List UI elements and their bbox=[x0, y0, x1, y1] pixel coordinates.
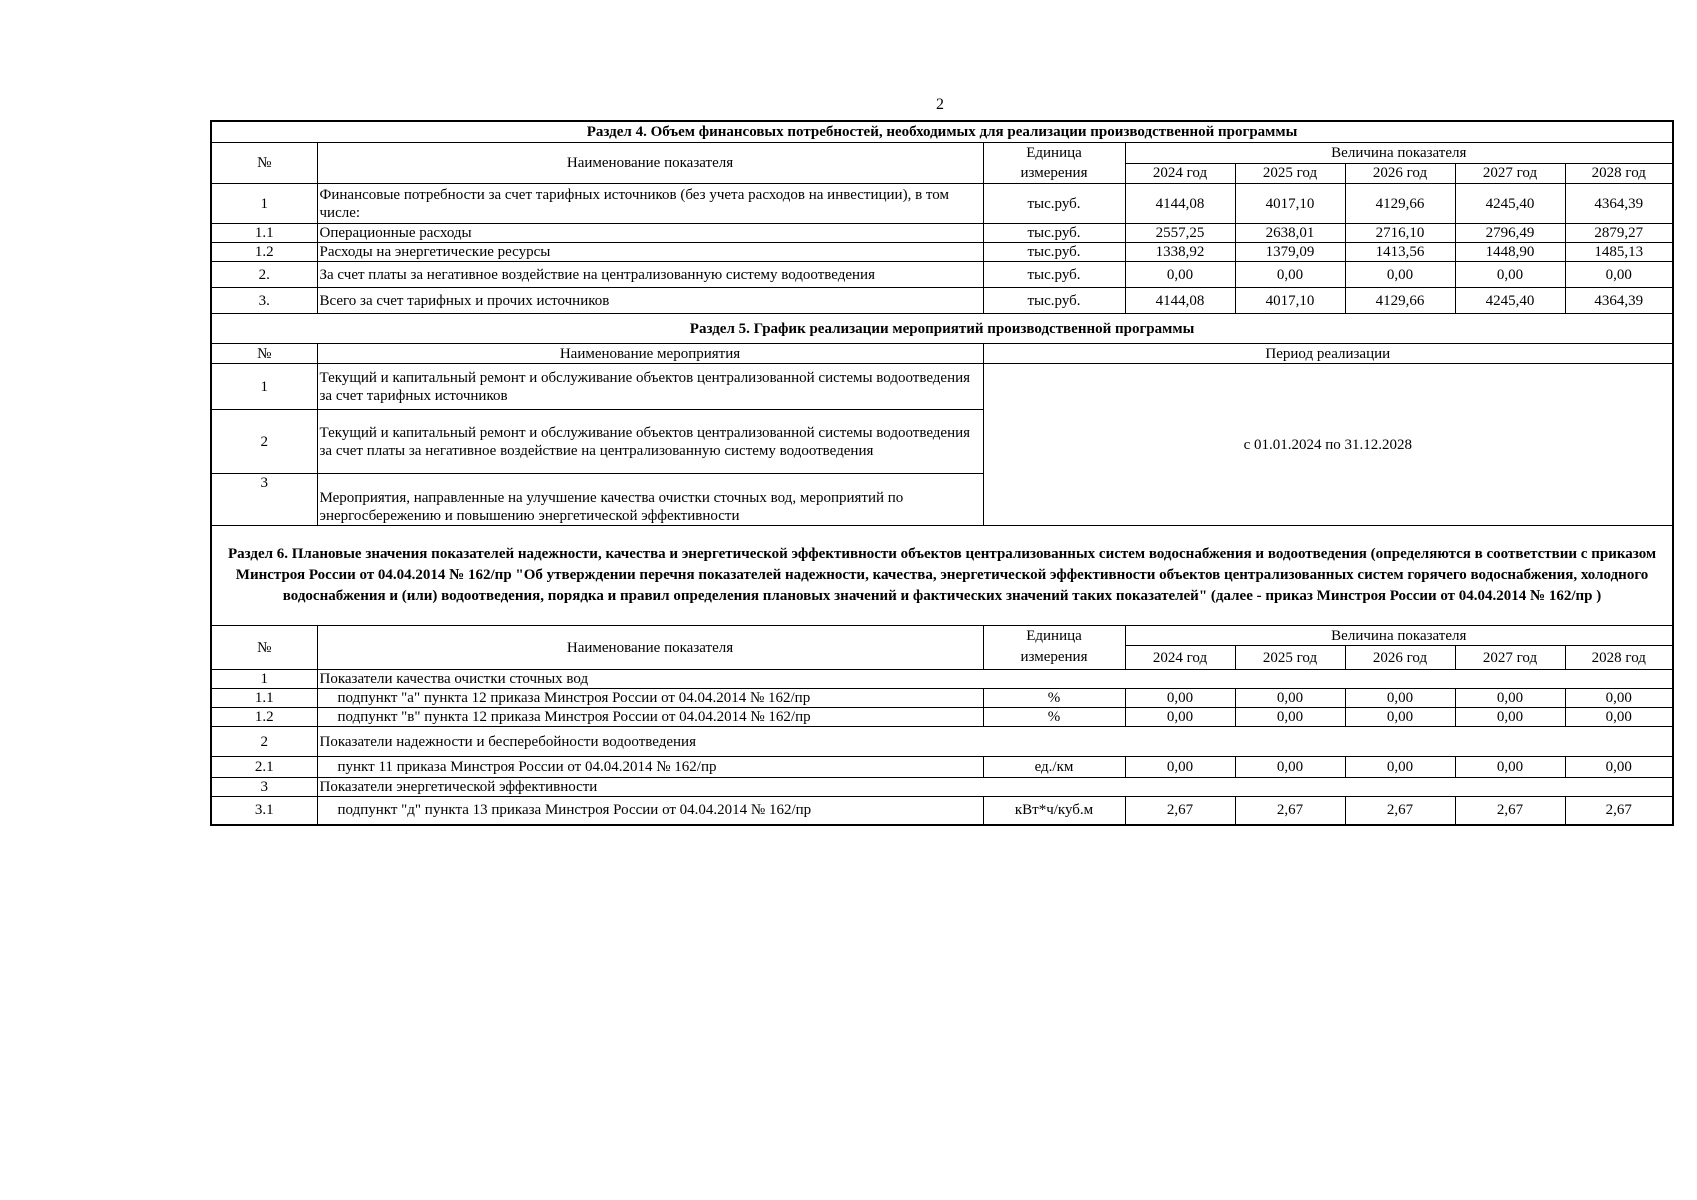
row-name: Финансовые потребности за счет тарифных источников (без учета расходов на инвестиции), в том числе: bbox=[317, 184, 983, 224]
row-value-2025: 0,00 bbox=[1235, 689, 1345, 708]
section6-group-2 bbox=[211, 727, 1673, 757]
row-value-2028: 4364,39 bbox=[1565, 184, 1673, 224]
row-name: подпункт "а" пункта 12 приказа Минстроя России от 04.04.2014 № 162/пр bbox=[317, 689, 983, 708]
row-value-2027: 1448,90 bbox=[1455, 243, 1565, 262]
row-value-2026: 2716,10 bbox=[1345, 224, 1455, 243]
row-name: За счет платы за негативное воздействие на централизованную систему водоотведения bbox=[317, 262, 983, 288]
section6-row-1-2 bbox=[211, 708, 1673, 727]
row-value-2027: 0,00 bbox=[1455, 757, 1565, 778]
row-value-2024: 0,00 bbox=[1125, 689, 1235, 708]
row-name: Текущий и капитальный ремонт и обслуживание объектов централизованной системы водоотведения за счет тарифных источников bbox=[317, 364, 983, 410]
row-name: подпункт "д" пункта 13 приказа Минстроя России от 04.04.2014 № 162/пр bbox=[317, 797, 983, 825]
section5-header-period: Период реализации bbox=[983, 344, 1673, 364]
section6-header-unit-2: измерения bbox=[983, 646, 1125, 670]
row-value-2024: 2,67 bbox=[1125, 797, 1235, 825]
section6-group-1 bbox=[211, 670, 1673, 689]
row-value-2028: 2,67 bbox=[1565, 797, 1673, 825]
document-body bbox=[210, 120, 1672, 826]
row-value-2024: 0,00 bbox=[1125, 757, 1235, 778]
row-value-2026: 0,00 bbox=[1345, 262, 1455, 288]
row-value-2028: 2879,27 bbox=[1565, 224, 1673, 243]
section5-title: Раздел 5. График реализации мероприятий производственной программы bbox=[211, 314, 1673, 344]
row-name: Показатели качества очистки сточных вод bbox=[317, 670, 1673, 689]
section6-header-unit-1: Единица bbox=[983, 626, 1125, 646]
row-value-2025: 4017,10 bbox=[1235, 184, 1345, 224]
row-num: 1 bbox=[211, 670, 317, 689]
section4-header-num: № bbox=[211, 143, 317, 184]
row-num: 1 bbox=[211, 364, 317, 410]
section6-year-2025: 2025 год bbox=[1235, 646, 1345, 670]
section4-year-2027: 2027 год bbox=[1455, 163, 1565, 184]
row-num: 3 bbox=[211, 474, 317, 526]
row-value-2027: 0,00 bbox=[1455, 689, 1565, 708]
section6-header-num: № bbox=[211, 626, 317, 670]
row-num: 3. bbox=[211, 288, 317, 314]
row-value-2025: 2638,01 bbox=[1235, 224, 1345, 243]
row-num: 2.1 bbox=[211, 757, 317, 778]
row-value-2024: 4144,08 bbox=[1125, 288, 1235, 314]
row-num: 3.1 bbox=[211, 797, 317, 825]
section4-year-2028: 2028 год bbox=[1565, 163, 1673, 184]
row-name: подпункт "в" пункта 12 приказа Минстроя России от 04.04.2014 № 162/пр bbox=[317, 708, 983, 727]
row-value-2025: 2,67 bbox=[1235, 797, 1345, 825]
section4-title-row bbox=[211, 121, 1673, 143]
row-num: 2 bbox=[211, 410, 317, 474]
section4-year-2026: 2026 год bbox=[1345, 163, 1455, 184]
row-unit: тыс.руб. bbox=[983, 288, 1125, 314]
row-value-2024: 0,00 bbox=[1125, 262, 1235, 288]
section6-year-2028: 2028 год bbox=[1565, 646, 1673, 670]
row-unit: ед./км bbox=[983, 757, 1125, 778]
section4-row-2 bbox=[211, 262, 1673, 288]
row-num: 1.2 bbox=[211, 708, 317, 727]
row-value-2027: 0,00 bbox=[1455, 708, 1565, 727]
section4-header-unit-1: Единица bbox=[983, 143, 1125, 164]
section6-year-2024: 2024 год bbox=[1125, 646, 1235, 670]
row-value-2027: 2,67 bbox=[1455, 797, 1565, 825]
row-value-2028: 0,00 bbox=[1565, 689, 1673, 708]
section5-header-name: Наименование мероприятия bbox=[317, 344, 983, 364]
row-value-2026: 0,00 bbox=[1345, 689, 1455, 708]
row-value-2026: 0,00 bbox=[1345, 708, 1455, 727]
section4-year-2024: 2024 год bbox=[1125, 163, 1235, 184]
row-value-2028: 4364,39 bbox=[1565, 288, 1673, 314]
section6-header-value: Величина показателя bbox=[1125, 626, 1673, 646]
row-value-2027: 2796,49 bbox=[1455, 224, 1565, 243]
row-num: 3 bbox=[211, 778, 317, 797]
row-value-2027: 4245,40 bbox=[1455, 184, 1565, 224]
section6-title: Раздел 6. Плановые значения показателей надежности, качества и энергетической эффективности объектов централизованных систем водоснабжения и водоотведения (определяются в соответствии с приказом Минстроя России от 04.04.2014 № 162/пр "Об утверждении перечня показателей надежности, качества, энергетической эффективности объектов централизованных систем горячего водоснабжения, холодного водоснабжения и (или) водоотведения, порядка и правил определения плановых значений и фактических значений таких показателей" (далее - приказ Минстроя России от 04.04.2014 № 162/пр ) bbox=[211, 526, 1673, 626]
row-name: Всего за счет тарифных и прочих источников bbox=[317, 288, 983, 314]
row-unit: тыс.руб. bbox=[983, 243, 1125, 262]
row-unit: кВт*ч/куб.м bbox=[983, 797, 1125, 825]
row-value-2025: 0,00 bbox=[1235, 708, 1345, 727]
row-num: 1.2 bbox=[211, 243, 317, 262]
section6-year-2026: 2026 год bbox=[1345, 646, 1455, 670]
section6-header-name: Наименование показателя bbox=[317, 626, 983, 670]
section5-title-row bbox=[211, 314, 1673, 344]
row-num: 2. bbox=[211, 262, 317, 288]
section4-title: Раздел 4. Объем финансовых потребностей, необходимых для реализации производственной программы bbox=[211, 121, 1673, 143]
row-value-2026: 0,00 bbox=[1345, 757, 1455, 778]
row-value-2024: 1338,92 bbox=[1125, 243, 1235, 262]
section4-header-unit-2: измерения bbox=[983, 163, 1125, 184]
row-num: 2 bbox=[211, 727, 317, 757]
row-name: Показатели надежности и бесперебойности водоотведения bbox=[317, 727, 1673, 757]
row-value-2026: 4129,66 bbox=[1345, 288, 1455, 314]
section4-header-row bbox=[211, 143, 1673, 164]
section4-header-value: Величина показателя bbox=[1125, 143, 1673, 164]
section6-header-row bbox=[211, 626, 1673, 646]
section6-row-1-1 bbox=[211, 689, 1673, 708]
row-value-2025: 0,00 bbox=[1235, 262, 1345, 288]
section4-row-1-2 bbox=[211, 243, 1673, 262]
row-name: Расходы на энергетические ресурсы bbox=[317, 243, 983, 262]
row-name: Мероприятия, направленные на улучшение качества очистки сточных вод, мероприятий по энергосбережению и повышению энергетической эффективности bbox=[317, 474, 983, 526]
row-unit: тыс.руб. bbox=[983, 262, 1125, 288]
section4-year-2025: 2025 год bbox=[1235, 163, 1345, 184]
row-value-2025: 0,00 bbox=[1235, 757, 1345, 778]
section5-row-1 bbox=[211, 364, 1673, 410]
row-name: Текущий и капитальный ремонт и обслуживание объектов централизованной системы водоотведения за счет платы за негативное воздействие на централизованную систему водоотведения bbox=[317, 410, 983, 474]
row-value-2024: 2557,25 bbox=[1125, 224, 1235, 243]
row-value-2027: 0,00 bbox=[1455, 262, 1565, 288]
row-value-2026: 1413,56 bbox=[1345, 243, 1455, 262]
row-value-2025: 1379,09 bbox=[1235, 243, 1345, 262]
row-value-2028: 1485,13 bbox=[1565, 243, 1673, 262]
row-value-2026: 2,67 bbox=[1345, 797, 1455, 825]
row-value-2025: 4017,10 bbox=[1235, 288, 1345, 314]
row-unit: % bbox=[983, 708, 1125, 727]
section4-row-1 bbox=[211, 184, 1673, 224]
program-table bbox=[210, 120, 1674, 826]
row-value-2026: 4129,66 bbox=[1345, 184, 1455, 224]
section5-period-value: с 01.01.2024 по 31.12.2028 bbox=[983, 364, 1673, 526]
row-num: 1 bbox=[211, 184, 317, 224]
section5-header-num: № bbox=[211, 344, 317, 364]
row-name: пункт 11 приказа Минстроя России от 04.04.2014 № 162/пр bbox=[317, 757, 983, 778]
row-num: 1.1 bbox=[211, 689, 317, 708]
row-value-2024: 0,00 bbox=[1125, 708, 1235, 727]
row-value-2024: 4144,08 bbox=[1125, 184, 1235, 224]
row-value-2028: 0,00 bbox=[1565, 708, 1673, 727]
row-name: Операционные расходы bbox=[317, 224, 983, 243]
section6-row-3-1 bbox=[211, 797, 1673, 825]
row-unit: тыс.руб. bbox=[983, 224, 1125, 243]
section5-header-row bbox=[211, 344, 1673, 364]
row-value-2028: 0,00 bbox=[1565, 757, 1673, 778]
row-value-2027: 4245,40 bbox=[1455, 288, 1565, 314]
section4-header-name: Наименование показателя bbox=[317, 143, 983, 184]
row-unit: % bbox=[983, 689, 1125, 708]
row-unit: тыс.руб. bbox=[983, 184, 1125, 224]
section4-row-3 bbox=[211, 288, 1673, 314]
row-name: Показатели энергетической эффективности bbox=[317, 778, 1673, 797]
section6-group-3 bbox=[211, 778, 1673, 797]
page-number: 2 bbox=[936, 96, 944, 113]
section4-row-1-1 bbox=[211, 224, 1673, 243]
section6-row-2-1 bbox=[211, 757, 1673, 778]
section6-title-row bbox=[211, 526, 1673, 626]
row-num: 1.1 bbox=[211, 224, 317, 243]
section6-year-2027: 2027 год bbox=[1455, 646, 1565, 670]
row-value-2028: 0,00 bbox=[1565, 262, 1673, 288]
